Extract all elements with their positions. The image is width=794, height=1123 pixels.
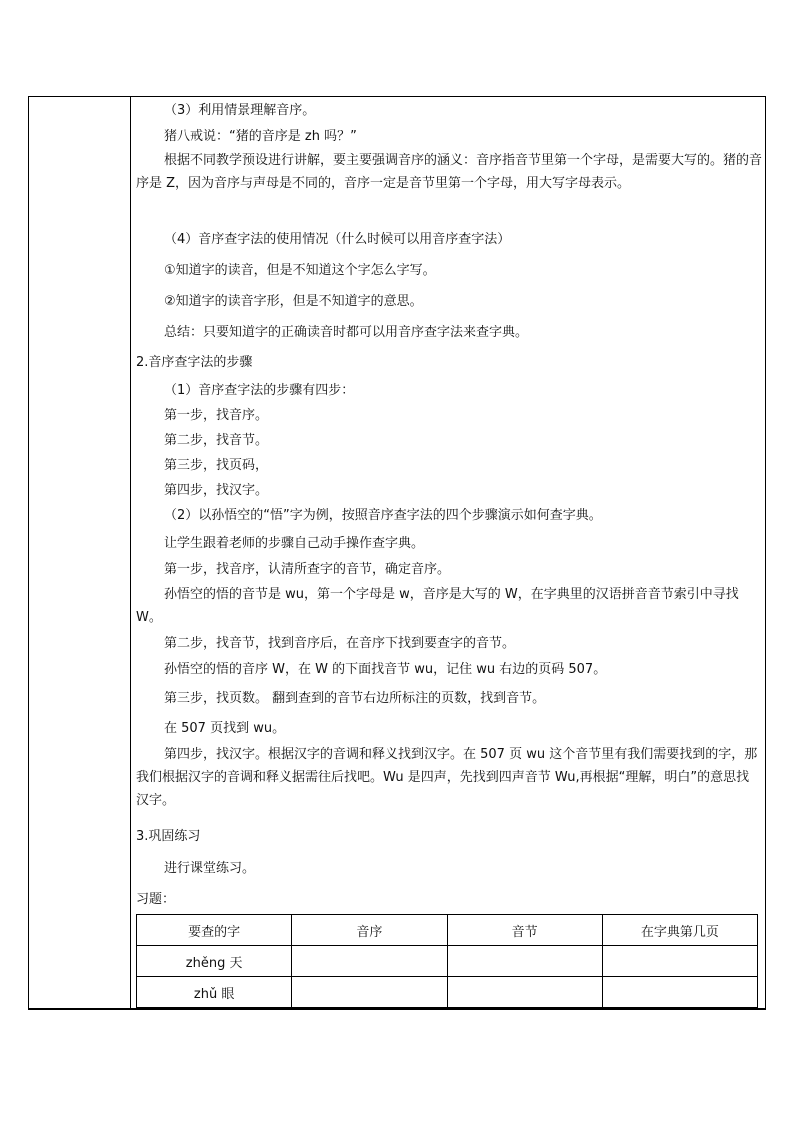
section-heading: 2.音序查字法的步骤 (136, 355, 253, 370)
text-line: 在 507 页找到 wu。 (164, 721, 286, 736)
text-line: 让学生跟着老师的步骤自己动手操作查字典。 (164, 536, 425, 551)
text-line: （3）利用情景理解音序。 (164, 103, 316, 118)
table-cell: zhěng 天 (137, 946, 292, 977)
text-line: 进行课堂练习。 (164, 861, 256, 876)
exercise-label: 习题： (136, 892, 176, 907)
table-cell (602, 946, 757, 977)
table-row (137, 977, 758, 1008)
text-line: （1）音序查字法的步骤有四步： (164, 383, 355, 398)
table-header-cell: 要查的字 (137, 915, 292, 946)
text-line: 第一步，找音序，认清所查字的音节，确定音序。 (164, 562, 451, 577)
table-cell: zhǔ 眼 (137, 977, 292, 1008)
text-line: 第二步，找音节。 (164, 433, 269, 448)
text-line: ①知道字的读音，但是不知道这个字怎么字写。 (164, 263, 436, 278)
text-line: 第二步，找音节，找到音序后，在音序下找到要查字的音节。 (164, 636, 516, 651)
table-header-cell: 音序 (292, 915, 447, 946)
table-cell (447, 977, 602, 1008)
text-line: 孙悟空的悟的音序 W，在 W 的下面找音节 wu，记住 wu 右边的页码 507。 (164, 662, 607, 677)
text-line: 猪八戒说：“猪的音序是 zh 吗？” (164, 129, 357, 144)
table-header-cell: 在字典第几页 (602, 915, 757, 946)
section-heading: 3.巩固练习 (136, 829, 201, 844)
text-line: （4）音序查字法的使用情况（什么时候可以用音序查字法） (164, 232, 511, 247)
exercise-table (136, 914, 758, 1008)
text-line: 第三步，找页码， (164, 458, 269, 473)
text-line: 总结：只要知道字的正确读音时都可以用音序查字法来查字典。 (164, 325, 529, 340)
table-header-cell: 音节 (447, 915, 602, 946)
table-cell (292, 977, 447, 1008)
text-line: ②知道字的读音字形，但是不知道字的意思。 (164, 294, 423, 309)
table-cell (447, 946, 602, 977)
table-cell (292, 946, 447, 977)
table-cell (602, 977, 757, 1008)
text-line: 第三步，找页数。 翻到查到的音节右边所标注的页数，找到音节。 (164, 691, 546, 706)
table-row (137, 946, 758, 977)
paragraph: 第四步，找汉字。根据汉字的音调和释义找到汉字。在 507 页 wu 这个音节里有我们需要找到的字，那我们根据汉字的音调和释义据需往后找吧。Wu 是四声，先找到四声音节 Wu,再根据“理解，明白”的意思找汉字。 (136, 747, 758, 808)
table-header-row (137, 915, 758, 946)
paragraph: 根据不同教学预设进行讲解，要主要强调音序的涵义：音序指音节里第一个字母，是需要大写的。猪的音序是 Z，因为音序与声母是不同的，音序一定是音节里第一个字母，用大写字母表示。 (136, 153, 763, 191)
text-line: 第一步，找音序。 (164, 408, 269, 423)
text-line: 第四步，找汉字。 (164, 483, 269, 498)
text-line: （2）以孙悟空的“悟”字为例，按照音序查字法的四个步骤演示如何查字典。 (164, 508, 602, 523)
left-column (29, 97, 131, 1008)
paragraph: 孙悟空的悟的音节是 wu，第一个字母是 w，音序是大写的 W，在字典里的汉语拼音音节索引中寻找 W。 (136, 587, 739, 625)
